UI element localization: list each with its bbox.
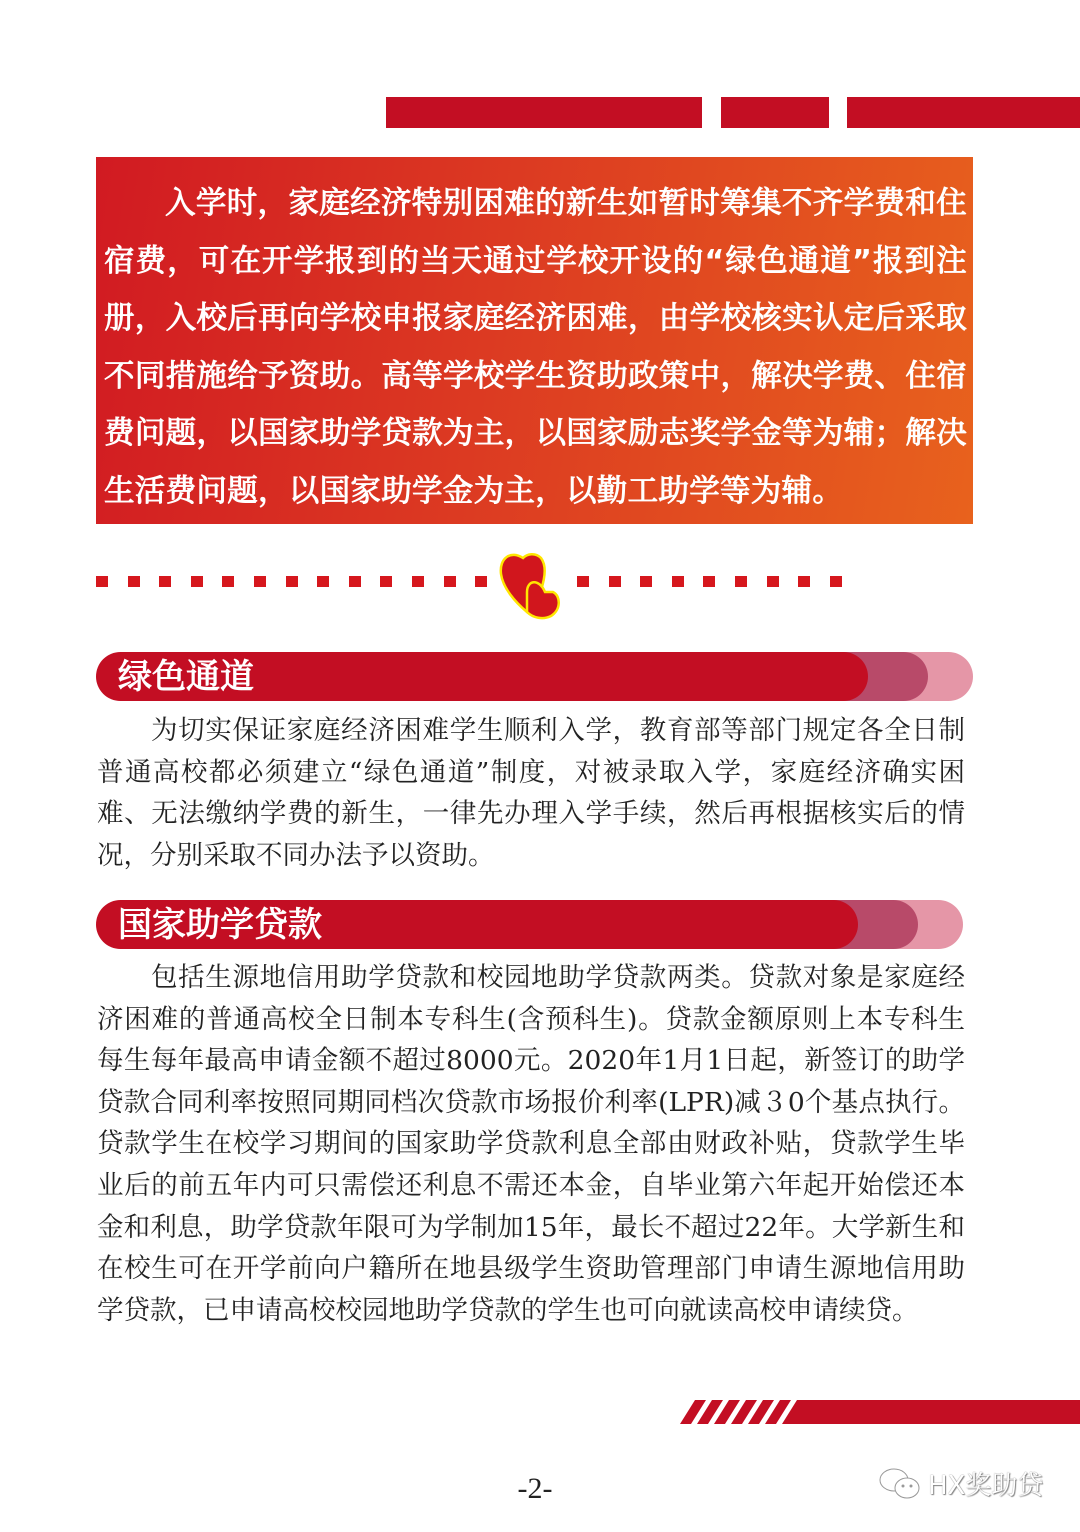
divider-dot (254, 576, 266, 587)
divider-dot (444, 576, 456, 587)
dotted-divider-right (577, 576, 847, 587)
double-heart-icon (497, 552, 573, 620)
divider-dot (380, 576, 392, 587)
wechat-icon (878, 1466, 922, 1502)
section-body: 为切实保证家庭经济困难学生顺利入学，教育部等部门规定各全日制普通高校都必须建立“绿色通道”制度，对被录取入学，家庭经济确实困难、无法缴纳学费的新生，一律先办理入学手续，然后再根据核实后的情况，分别采取不同办法予以资助。 (97, 715, 965, 871)
top-decor-bar (386, 97, 702, 128)
divider-dot (191, 576, 203, 587)
divider-dot (767, 576, 779, 587)
top-decor-bar (721, 97, 829, 128)
divider-dot (317, 576, 329, 587)
section-title: 国家助学贷款 (118, 905, 322, 945)
divider-dot (475, 576, 487, 587)
section-body: 包括生源地信用助学贷款和校园地助学贷款两类。贷款对象是家庭经济困难的普通高校全日制本专科生(含预科生)。贷款金额原则上本专科生每生每年最高申请金额不超过8000元。2020年1月1日起，新签订的助学贷款合同利率按照同期同档次贷款市场报价利率(LPR)减３0个基点执行。贷款学生在校学习期间的国家助学贷款利息全部由财政补贴，贷款学生毕业后的前五年内可只需偿还利息不需还本金，自毕业第六年起开始偿还本金和利息，助学贷款年限可为学制加15年，最长不超过22年。大学新生和在校生可在开学前向户籍所在地县级学生资助管理部门申请生源地信用助学贷款，已申请高校校园地助学贷款的学生也可向就读高校申请续贷。 (97, 962, 965, 1326)
section-header-green-channel (96, 652, 973, 701)
dotted-divider-left (96, 576, 496, 587)
divider-dot (609, 576, 621, 587)
divider-dot (96, 576, 108, 587)
divider-dot (798, 576, 810, 587)
divider-dot (577, 576, 589, 587)
divider-dot (412, 576, 424, 587)
divider-dot (222, 576, 234, 587)
divider-dot (128, 576, 140, 587)
divider-dot (286, 576, 298, 587)
divider-dot (830, 576, 842, 587)
divider-dot (735, 576, 747, 587)
section-title: 绿色通道 (118, 657, 254, 697)
top-decor-bar (847, 97, 1080, 128)
intro-box (96, 157, 973, 524)
divider-dot (640, 576, 652, 587)
intro-text: 入学时，家庭经济特别困难的新生如暂时筹集不齐学费和住宿费，可在开学报到的当天通过学校开设的“绿色通道”报到注册，入校后再向学校申报家庭经济困难，由学校核实认定后采取不同措施给予资助。高等学校学生资助政策中，解决学费、住宿费问题，以国家助学贷款为主，以国家励志奖学金等为辅；解决生活费问题，以国家助学金为主，以勤工助学等为辅。 (104, 186, 967, 509)
divider-dot (703, 576, 715, 587)
watermark (878, 1465, 1043, 1502)
watermark-text: HX奖助贷 (928, 1471, 1044, 1501)
divider-dot (672, 576, 684, 587)
section-header-student-loan (96, 900, 963, 949)
divider-dot (159, 576, 171, 587)
page-number: -2- (517, 1472, 553, 1505)
bottom-stripe-decor (680, 1400, 1080, 1424)
divider-dot (349, 576, 361, 587)
